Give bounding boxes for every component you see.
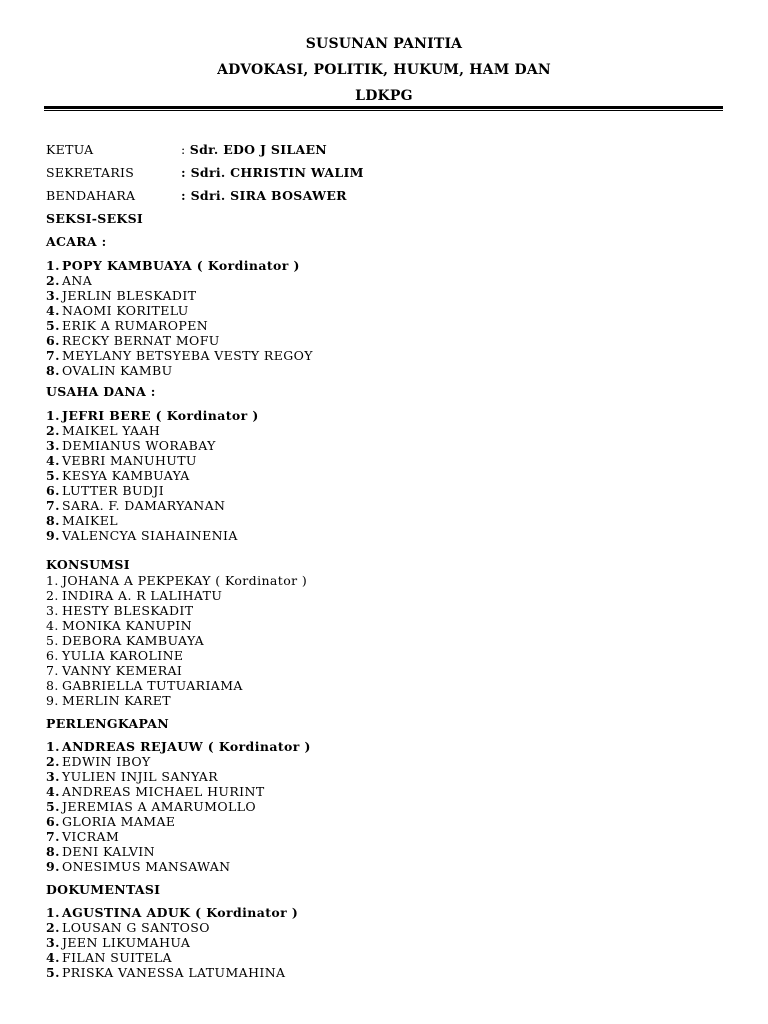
list-item-number: 2. (46, 920, 60, 935)
list-item-number: 9. (46, 528, 60, 543)
member-name: JOHANA A PEKPEKAY ( Kordinator ) (62, 573, 308, 588)
member-name: MAIKEL (62, 513, 118, 528)
member-name: JEFRI BERE ( Kordinator ) (62, 408, 259, 423)
member-name: PRISKA VANESSA LATUMAHINA (62, 965, 286, 980)
list-item (46, 648, 307, 663)
member-name: KESYA KAMBUAYA (62, 468, 190, 483)
member-name: ONESIMUS MANSAWAN (62, 859, 231, 874)
member-name: POPY KAMBUAYA ( Kordinator ) (62, 258, 300, 273)
list-item-number: 8. (46, 844, 60, 859)
list-item (46, 258, 313, 273)
list-item (46, 333, 313, 348)
list-item-number: 1. (46, 573, 59, 588)
list-item-number: 1. (46, 905, 60, 920)
list-item (46, 483, 259, 498)
list-item (46, 935, 298, 950)
document-title-line-1: SUSUNAN PANITIA (305, 36, 463, 52)
member-name: LOUSAN G SANTOSO (62, 920, 210, 935)
member-name: RECKY BERNAT MOFU (62, 333, 220, 348)
list-item (46, 468, 259, 483)
list-item-number: 8. (46, 513, 60, 528)
list-item-number: 7. (46, 348, 60, 363)
list-item-number: 2. (46, 754, 60, 769)
section-title-perlengkapan: PERLENGKAPAN (46, 716, 170, 731)
list-item (46, 829, 311, 844)
list-item-number: 7. (46, 829, 60, 844)
list-item (46, 844, 311, 859)
member-list-usaha-dana (46, 408, 259, 543)
list-item (46, 920, 298, 935)
list-item (46, 905, 298, 920)
list-item (46, 603, 307, 618)
list-item-number: 2. (46, 273, 60, 288)
list-item-number: 4. (46, 303, 60, 318)
officer-name-text: Sdri. SIRA BOSAWER (190, 188, 347, 203)
list-item-number: 5. (46, 633, 59, 648)
list-item-number: 8. (46, 678, 59, 693)
section-title-dokumentasi: DOKUMENTASI (46, 882, 161, 897)
member-list-konsumsi (46, 573, 307, 708)
member-name: FILAN SUITELA (62, 950, 172, 965)
officer-role: KETUA (46, 142, 94, 157)
list-item-number: 1. (46, 408, 60, 423)
member-name: ANA (62, 273, 93, 288)
list-item (46, 348, 313, 363)
officer-name-text: Sdri. CHRISTIN WALIM (190, 165, 364, 180)
list-item-number: 5. (46, 318, 60, 333)
section-title-konsumsi: KONSUMSI (46, 557, 130, 572)
member-name: JEEN LIKUMAHUA (62, 935, 191, 950)
member-name: NAOMI KORITELU (62, 303, 189, 318)
member-name: YULIA KAROLINE (62, 648, 184, 663)
member-name: GABRIELLA TUTUARIAMA (62, 678, 243, 693)
list-item-number: 3. (46, 288, 60, 303)
member-name: JEREMIAS A AMARUMOLLO (62, 799, 257, 814)
member-name: VEBRI MANUHUTU (62, 453, 197, 468)
list-item-number: 7. (46, 663, 59, 678)
list-item (46, 693, 307, 708)
member-list-dokumentasi (46, 905, 298, 980)
member-name: ANDREAS MICHAEL HURINT (62, 784, 265, 799)
list-item (46, 633, 307, 648)
list-item-number: 5. (46, 468, 60, 483)
list-item (46, 528, 259, 543)
list-item (46, 438, 259, 453)
officer-name (181, 188, 347, 203)
member-name: VALENCYA SIAHAINENIA (62, 528, 238, 543)
member-name: DEBORA KAMBUAYA (62, 633, 205, 648)
list-item-number: 9. (46, 693, 59, 708)
list-item-number: 4. (46, 950, 60, 965)
member-name: AGUSTINA ADUK ( Kordinator ) (62, 905, 299, 920)
member-name: JERLIN BLESKADIT (62, 288, 197, 303)
list-item (46, 965, 298, 980)
list-item (46, 363, 313, 378)
list-item (46, 303, 313, 318)
member-name: GLORIA MAMAE (62, 814, 176, 829)
list-item-number: 5. (46, 965, 60, 980)
list-item (46, 859, 311, 874)
officer-colon: : (181, 165, 191, 180)
member-name: INDIRA A. R LALIHATU (62, 588, 223, 603)
list-item (46, 588, 307, 603)
header-rule-thin (44, 110, 723, 111)
list-item-number: 2. (46, 423, 60, 438)
member-name: HESTY BLESKADIT (62, 603, 194, 618)
list-item (46, 769, 311, 784)
list-item-number: 3. (46, 438, 60, 453)
list-item (46, 408, 259, 423)
list-item (46, 498, 259, 513)
officer-name (181, 165, 364, 180)
member-name: ANDREAS REJAUW ( Kordinator ) (62, 739, 311, 754)
member-name: MAIKEL YAAH (62, 423, 161, 438)
list-item-number: 3. (46, 769, 60, 784)
seksi-heading: SEKSI-SEKSI (46, 211, 144, 226)
list-item-number: 9. (46, 859, 60, 874)
list-item-number: 3. (46, 935, 60, 950)
list-item-number: 7. (46, 498, 60, 513)
officer-role: BENDAHARA (46, 188, 136, 203)
section-title-acara: ACARA : (46, 234, 107, 249)
member-name: ERIK A RUMAROPEN (62, 318, 209, 333)
list-item (46, 273, 313, 288)
member-list-acara (46, 258, 313, 378)
list-item (46, 678, 307, 693)
list-item (46, 423, 259, 438)
member-name: VICRAM (62, 829, 120, 844)
officer-colon: : (181, 188, 191, 203)
member-list-perlengkapan (46, 739, 311, 874)
officer-name (181, 142, 327, 157)
document-title-line-3: LDKPG (355, 88, 413, 104)
list-item-number: 6. (46, 333, 60, 348)
list-item (46, 513, 259, 528)
list-item-number: 4. (46, 453, 60, 468)
list-item-number: 4. (46, 784, 60, 799)
list-item-number: 2. (46, 588, 59, 603)
list-item-number: 1. (46, 258, 60, 273)
list-item (46, 618, 307, 633)
list-item-number: 3. (46, 603, 59, 618)
member-name: MERLIN KARET (62, 693, 172, 708)
member-name: DENI KALVIN (62, 844, 155, 859)
list-item (46, 950, 298, 965)
member-name: MONIKA KANUPIN (62, 618, 192, 633)
member-name: VANNY KEMERAI (62, 663, 183, 678)
member-name: SARA. F. DAMARYANAN (62, 498, 226, 513)
list-item-number: 5. (46, 799, 60, 814)
list-item (46, 453, 259, 468)
member-name: DEMIANUS WORABAY (62, 438, 216, 453)
member-name: MEYLANY BETSYEBA VESTY REGOY (62, 348, 313, 363)
list-item-number: 4. (46, 618, 59, 633)
officer-colon: : (181, 142, 190, 157)
list-item (46, 318, 313, 333)
officer-name-text: Sdr. EDO J SILAEN (189, 142, 327, 157)
section-title-usaha-dana: USAHA DANA : (46, 384, 156, 399)
list-item (46, 573, 307, 588)
list-item-number: 6. (46, 814, 60, 829)
officer-role: SEKRETARIS (46, 165, 135, 180)
header-rule-thick (44, 106, 723, 109)
list-item-number: 8. (46, 363, 60, 378)
member-name: YULIEN INJIL SANYAR (62, 769, 219, 784)
member-name: OVALIN KAMBU (62, 363, 173, 378)
list-item (46, 739, 311, 754)
document-title-line-2: ADVOKASI, POLITIK, HUKUM, HAM DAN (217, 62, 551, 78)
list-item (46, 754, 311, 769)
list-item (46, 814, 311, 829)
list-item-number: 1. (46, 739, 60, 754)
list-item-number: 6. (46, 648, 59, 663)
list-item (46, 663, 307, 678)
list-item (46, 288, 313, 303)
member-name: EDWIN IBOY (62, 754, 151, 769)
list-item-number: 6. (46, 483, 60, 498)
list-item (46, 799, 311, 814)
member-name: LUTTER BUDJI (62, 483, 165, 498)
list-item (46, 784, 311, 799)
